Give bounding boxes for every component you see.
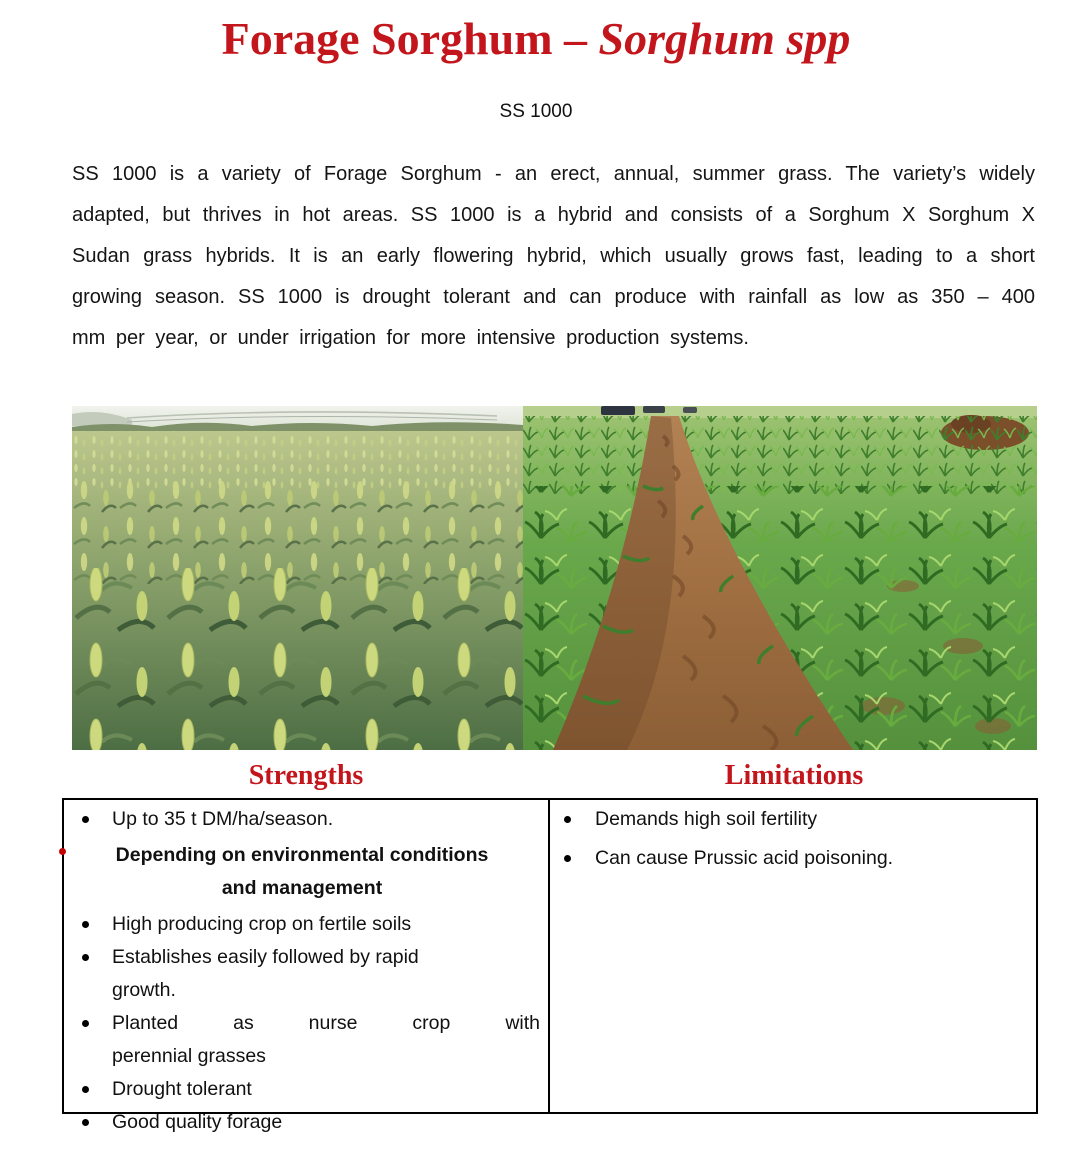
limitations-cell bbox=[550, 800, 1036, 1112]
strengths-header: Strengths bbox=[248, 760, 364, 791]
strengths-limitations-table bbox=[62, 798, 1038, 1133]
list-item: Demands high soil fertility bbox=[550, 803, 1028, 836]
limitations-list bbox=[550, 803, 1028, 875]
intro-paragraph: SS 1000 is a variety of Forage Sorghum - an erect, annual, summer grass. The variety’s widely adapted, but thrives in hot areas. SS 1000 is a hybrid and consists of a Sorghum X Sorghum X Sudan grass hybrids. It is an early flowering hybrid, which usually grows fast, leading to a short growing season. SS 1000 is drought tolerant and can produce with rainfall as low as 350 – 400 mm per year, or under irrigation for more intensive production systems. bbox=[72, 163, 1035, 349]
page-title bbox=[0, 12, 1072, 65]
list-item: Drought tolerant bbox=[64, 1073, 540, 1106]
sudan-grass-rows-photo bbox=[523, 406, 1037, 750]
list-item: Establishes easily followed by rapid growth. bbox=[64, 941, 540, 1007]
list-item: Good quality forage bbox=[64, 1106, 540, 1139]
variety-subtitle: SS 1000 bbox=[499, 101, 573, 122]
page-title-main: Forage Sorghum – bbox=[221, 13, 599, 64]
sorghum-field-photo bbox=[72, 406, 523, 750]
list-item: High producing crop on fertile soils bbox=[64, 908, 540, 941]
comparison-headers bbox=[62, 760, 1038, 792]
strengths-list bbox=[64, 803, 540, 1139]
strengths-cell bbox=[64, 800, 550, 1133]
limitations-header: Limitations bbox=[724, 760, 864, 791]
list-item: Up to 35 t DM/ha/season. bbox=[64, 803, 540, 836]
list-item-red-note: Depending on environmental conditions and management bbox=[64, 836, 540, 908]
field-photos-figure bbox=[72, 406, 1037, 750]
list-item: Planted as nurse crop with perennial grasses bbox=[64, 1007, 540, 1073]
list-item: Can cause Prussic acid poisoning. bbox=[550, 842, 1028, 875]
page-title-species: Sorghum spp bbox=[598, 13, 851, 64]
